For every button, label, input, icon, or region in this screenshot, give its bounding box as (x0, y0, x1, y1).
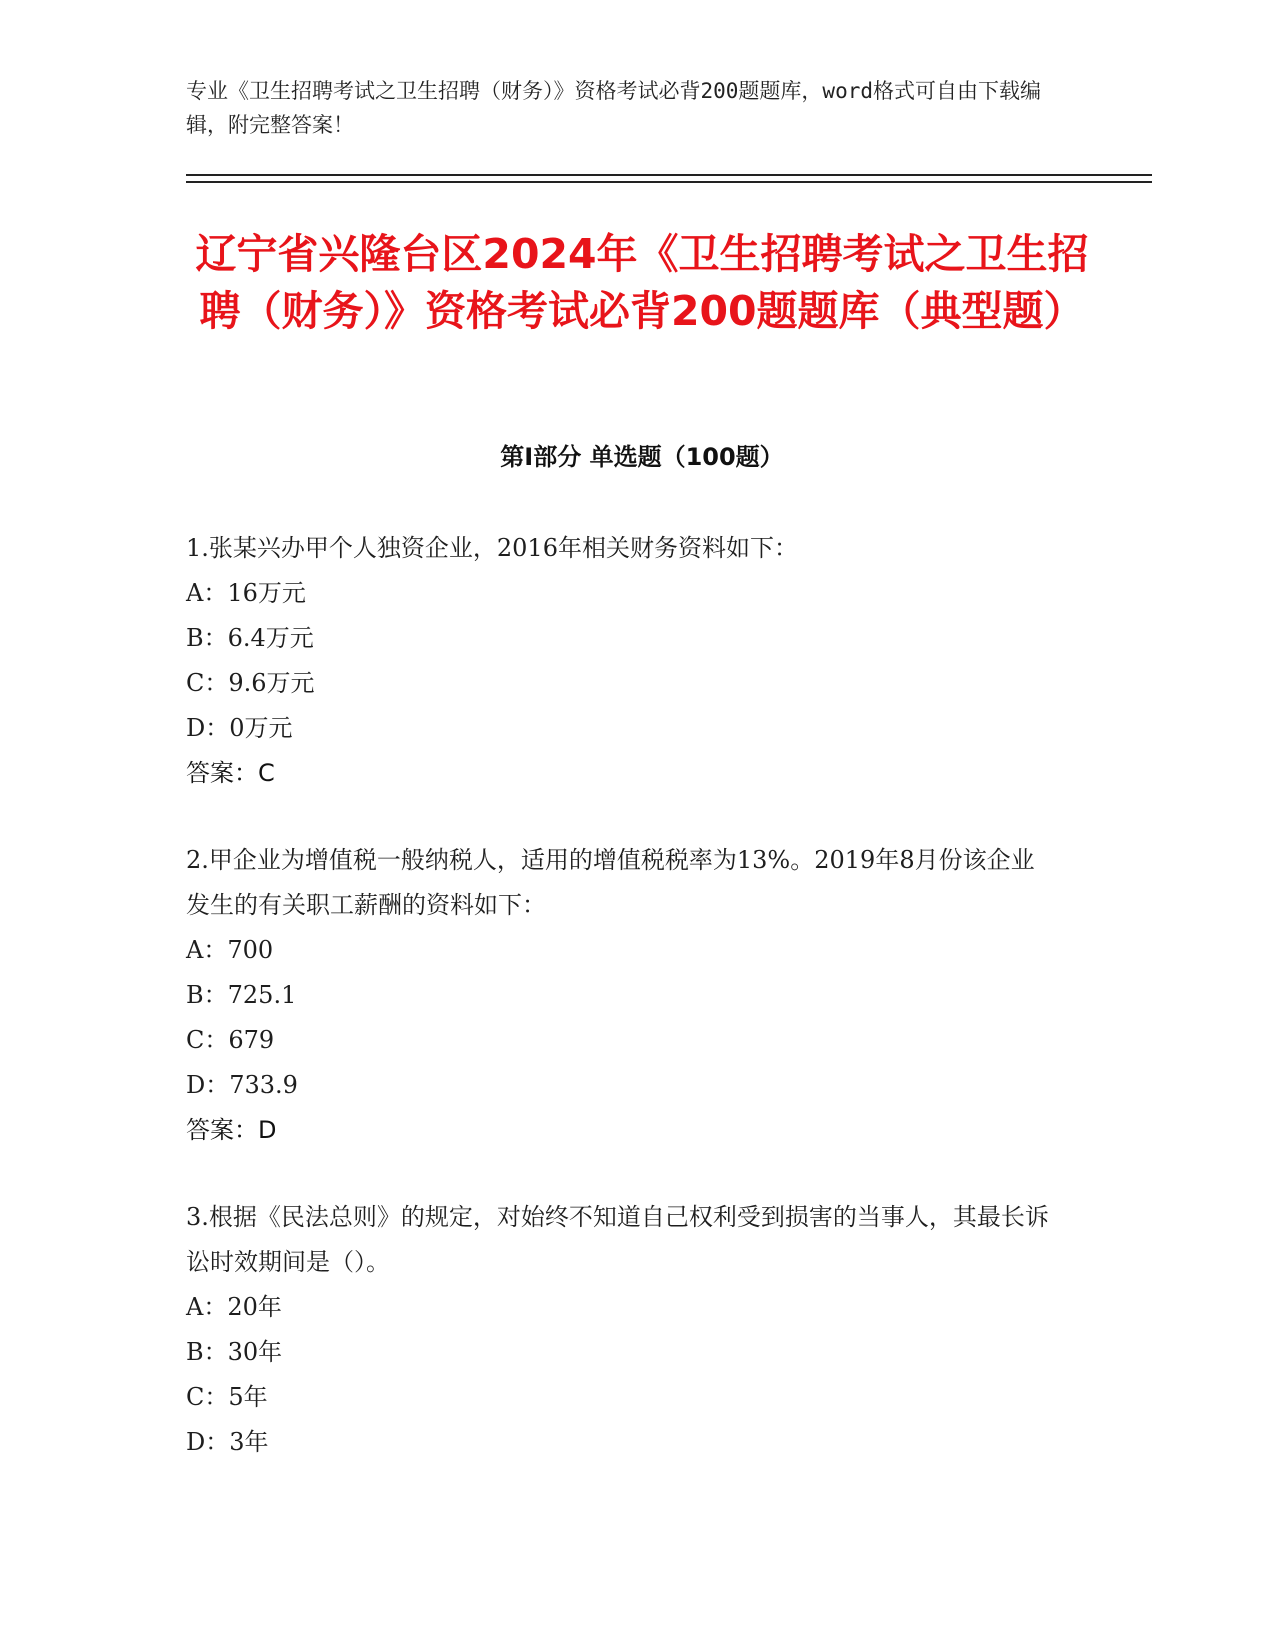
option-a: A：16万元 (186, 579, 306, 607)
option-a: A：700 (186, 936, 274, 964)
question-stem: 3.根据《民法总则》的规定，对始终不知道自己权利受到损害的当事人，其最长诉讼时效期间是（）。 (186, 1203, 1049, 1276)
question-stem: 1.张某兴办甲个人独资企业，2016年相关财务资料如下： (186, 534, 798, 562)
header-note: 专业《卫生招聘考试之卫生招聘（财务）》资格考试必背200题题库，word格式可自由下载编辑，附完整答案！ (186, 79, 1041, 137)
option-c: C：5年 (186, 1383, 268, 1411)
header-divider-bottom (186, 181, 1152, 183)
question-1 (186, 526, 1056, 796)
option-c: C：679 (186, 1026, 275, 1054)
option-d: D：0万元 (186, 714, 293, 742)
header-divider-top (186, 174, 1152, 176)
question-list (186, 526, 1056, 1507)
option-d: D：733.9 (186, 1071, 298, 1099)
option-b: B：6.4万元 (186, 624, 314, 652)
option-b: B：30年 (186, 1338, 283, 1366)
question-3 (186, 1195, 1056, 1465)
answer: 答案：D (186, 1116, 277, 1144)
question-stem: 2.甲企业为增值税一般纳税人，适用的增值税税率为13%。2019年8月份该企业发生的有关职工薪酬的资料如下： (186, 846, 1035, 919)
option-b: B：725.1 (186, 981, 297, 1009)
option-a: A：20年 (186, 1293, 282, 1321)
section-title: 第I部分 单选题（100题） (500, 443, 784, 471)
document-title: 辽宁省兴隆台区2024年《卫生招聘考试之卫生招聘（财务）》资格考试必背200题题库（典型题） (195, 230, 1089, 335)
option-d: D：3年 (186, 1428, 269, 1456)
answer: 答案：C (186, 759, 275, 787)
option-c: C：9.6万元 (186, 669, 315, 697)
question-2 (186, 838, 1056, 1153)
